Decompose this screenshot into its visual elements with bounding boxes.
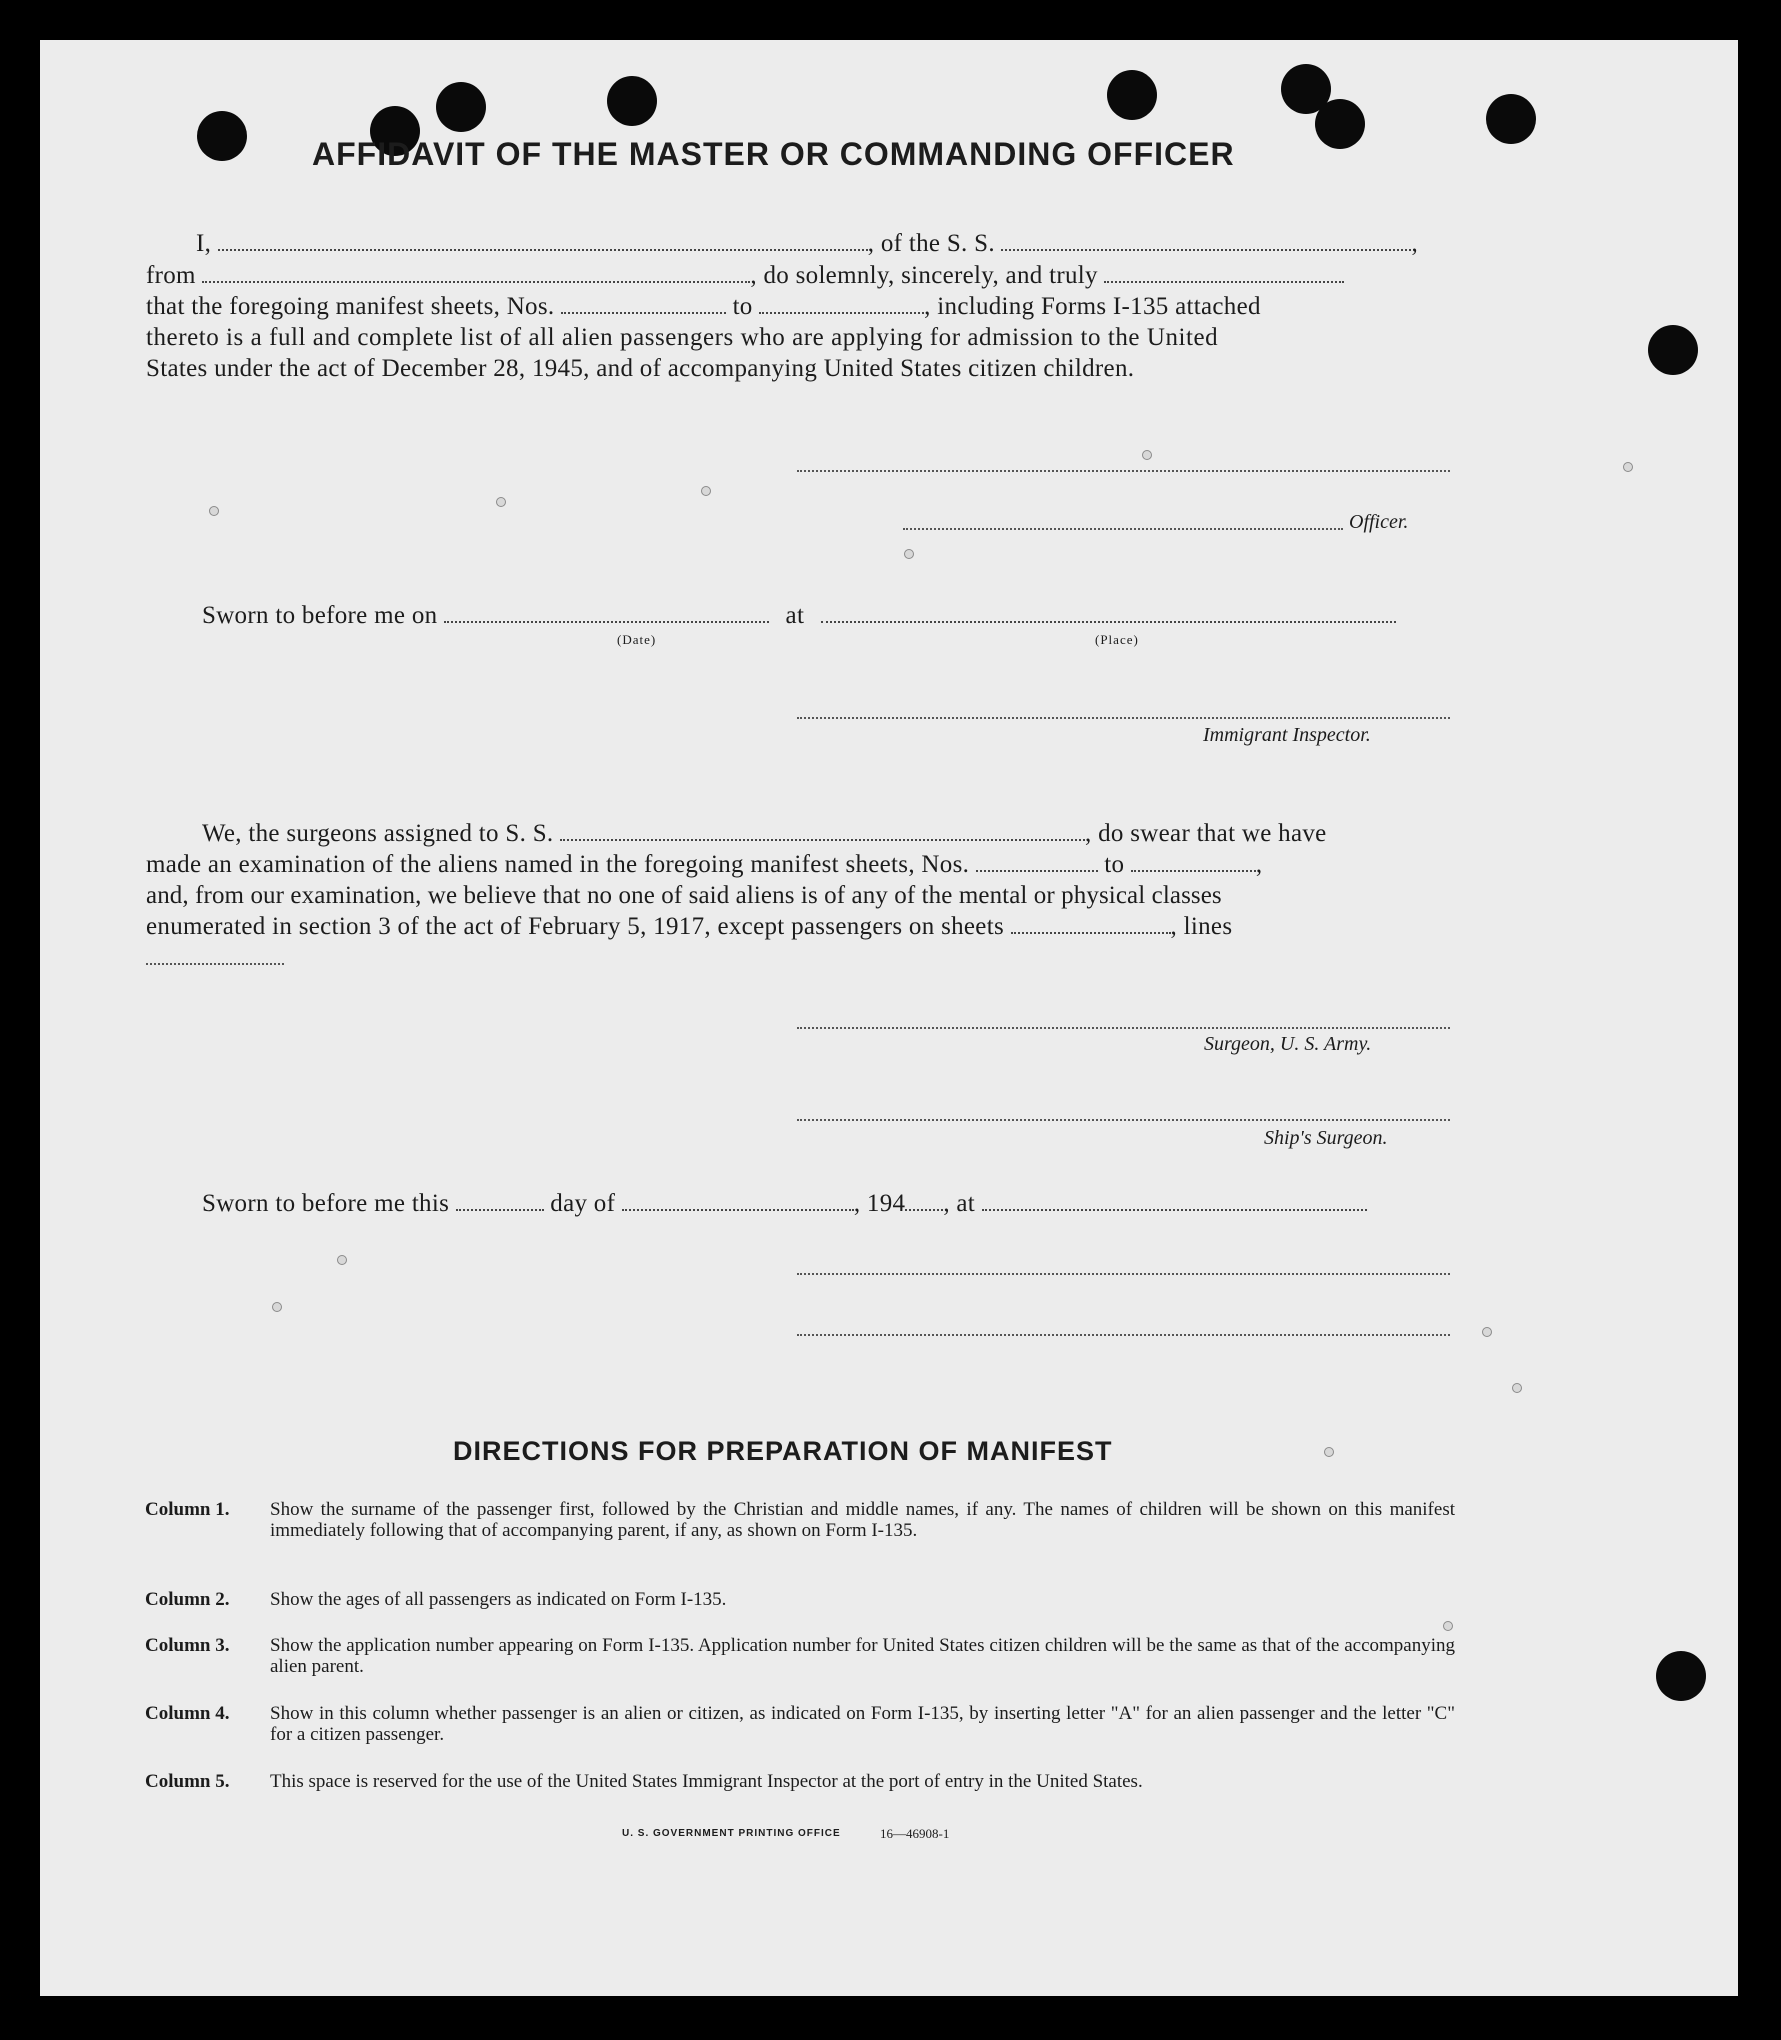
except-sheets-field[interactable] <box>1011 914 1171 934</box>
column-4-text: Show in this column whether passenger is an alien or citizen, as indicated on Form I-135, by inserting letter "A" for an alien passenger and the letter "C" for a citizen passenger. <box>270 1703 1455 1745</box>
sworn-date-field[interactable] <box>444 603 769 623</box>
of-ss-label: , of the S. S. <box>867 230 995 257</box>
punch-hole <box>1486 94 1536 144</box>
surgeons-assigned-label: We, the surgeons assigned to S. S. <box>202 820 554 847</box>
officer-title-line[interactable] <box>903 528 1343 530</box>
ship-surgeon-signature-line[interactable] <box>797 1119 1450 1121</box>
punctuation: , <box>1411 230 1418 257</box>
place-caption: (Place) <box>1095 632 1139 647</box>
punch-hole <box>1648 325 1698 375</box>
affidavit-line-3 <box>146 291 1261 322</box>
day-of-label: day of <box>550 1190 616 1217</box>
officer-signature-line-1[interactable] <box>797 1273 1450 1275</box>
paper-speck <box>1512 1383 1522 1393</box>
paper-speck <box>1482 1327 1492 1337</box>
ship-name-field[interactable] <box>1001 231 1411 251</box>
column-4-label: Column 4. <box>145 1703 230 1724</box>
form-code: 16—46908-1 <box>880 1826 950 1841</box>
at-label: , at <box>943 1190 976 1217</box>
year-label: , 194 <box>853 1190 906 1217</box>
lines-label: , lines <box>1170 913 1233 940</box>
surgeons-line-2 <box>146 849 1262 880</box>
punch-hole <box>607 76 657 126</box>
sworn-place-field-2[interactable] <box>982 1191 1367 1211</box>
exam-sheet-to-field[interactable] <box>1131 852 1256 872</box>
exam-sheet-from-field[interactable] <box>976 852 1098 872</box>
master-signature-line[interactable] <box>797 470 1450 472</box>
surgeons-line-4 <box>146 911 1232 942</box>
army-surgeon-signature-line[interactable] <box>797 1027 1450 1029</box>
to-label: to <box>732 293 753 320</box>
affidavit-i-label: I, <box>196 230 212 257</box>
directions-title: DIRECTIONS FOR PREPARATION OF MANIFEST <box>453 1436 1113 1466</box>
except-lines-field[interactable] <box>146 963 284 965</box>
paper-speck <box>272 1302 282 1312</box>
sheet-from-field[interactable] <box>561 294 726 314</box>
paper-speck <box>496 497 506 507</box>
punctuation: , <box>1255 851 1263 878</box>
column-3-label: Column 3. <box>145 1635 230 1656</box>
punch-hole <box>1315 99 1365 149</box>
sworn-this-line <box>202 1188 1367 1219</box>
officer-signature-line-2[interactable] <box>797 1334 1450 1336</box>
section-label: enumerated in section 3 of the act of February 5, 1917, except passengers on sheets <box>146 913 1004 940</box>
column-2-text: Show the ages of all passengers as indicated on Form I-135. <box>270 1589 727 1610</box>
at-label: at <box>785 602 805 629</box>
sworn-month-field[interactable] <box>622 1191 854 1211</box>
inspector-caption: Immigrant Inspector. <box>1203 724 1371 746</box>
master-name-field[interactable] <box>218 231 868 251</box>
manifest-sheets-label: that the foregoing manifest sheets, Nos. <box>146 293 555 320</box>
including-forms-label: , including Forms I-135 attached <box>924 293 1261 320</box>
from-port-field[interactable] <box>202 263 750 283</box>
sworn-day-field[interactable] <box>456 1191 544 1211</box>
punch-hole <box>1656 1651 1706 1701</box>
surgeons-line-3: and, from our examination, we believe that no one of said aliens is of any of the mental or physical classes <box>146 882 1222 909</box>
printer-imprint: U. S. GOVERNMENT PRINTING OFFICE <box>622 1828 841 1839</box>
surgeon-ship-field[interactable] <box>560 821 1085 841</box>
column-1-text: Show the surname of the passenger first, followed by the Christian and middle names, if any. The names of children will be shown on this manifest immediately following that of accompanying parent, if any, as shown on Form I-135. <box>270 1499 1455 1541</box>
paper-speck <box>1443 1621 1453 1631</box>
sworn-before-line <box>202 600 1396 631</box>
paper-speck <box>1142 450 1152 460</box>
affidavit-line-4: thereto is a full and complete list of all alien passengers who are applying for admission to the United <box>146 324 1219 351</box>
army-surgeon-caption: Surgeon, U. S. Army. <box>1204 1033 1372 1055</box>
punch-hole <box>436 82 486 132</box>
column-3-text: Show the application number appearing on Form I-135. Application number for United States citizen children will be the same as that of the accompanying alien parent. <box>270 1635 1455 1677</box>
date-caption: (Date) <box>617 632 657 647</box>
paper-speck <box>1324 1447 1334 1457</box>
sworn-place-field[interactable] <box>821 603 1396 623</box>
sheet-to-field[interactable] <box>759 294 924 314</box>
affidavit-line-5: States under the act of December 28, 1945, and of accompanying United States citizen children. <box>146 355 1135 382</box>
officer-caption: Officer. <box>1349 511 1409 533</box>
column-5-label: Column 5. <box>145 1771 230 1792</box>
paper-speck <box>209 506 219 516</box>
to-label: to <box>1104 851 1125 878</box>
examination-label: made an examination of the aliens named in the foregoing manifest sheets, Nos. <box>146 851 970 878</box>
column-1-label: Column 1. <box>145 1499 230 1520</box>
sworn-on-label: Sworn to before me on <box>202 602 438 629</box>
from-label: from <box>146 262 196 289</box>
column-2-label: Column 2. <box>145 1589 230 1610</box>
ship-surgeon-caption: Ship's Surgeon. <box>1264 1127 1388 1149</box>
punch-hole <box>197 111 247 161</box>
inspector-signature-line[interactable] <box>797 717 1450 719</box>
affidavit-line-1 <box>196 228 1418 259</box>
swear-label: , do swear that we have <box>1085 820 1327 847</box>
sworn-this-label: Sworn to before me this <box>202 1190 450 1217</box>
paper-speck <box>337 1255 347 1265</box>
solemnly-field[interactable] <box>1104 263 1344 283</box>
punch-hole <box>1107 70 1157 120</box>
solemnly-label: , do solemnly, sincerely, and truly <box>750 262 1098 289</box>
paper-speck <box>701 486 711 496</box>
column-5-text: This space is reserved for the use of the United States Immigrant Inspector at the port of entry in the United States. <box>270 1771 1143 1792</box>
surgeons-line-1 <box>202 818 1327 849</box>
affidavit-line-2 <box>146 260 1344 291</box>
sworn-year-field[interactable] <box>905 1191 943 1211</box>
paper-speck <box>1623 462 1633 472</box>
paper-speck <box>904 549 914 559</box>
affidavit-title: AFFIDAVIT OF THE MASTER OR COMMANDING OFFICER <box>312 136 1235 172</box>
